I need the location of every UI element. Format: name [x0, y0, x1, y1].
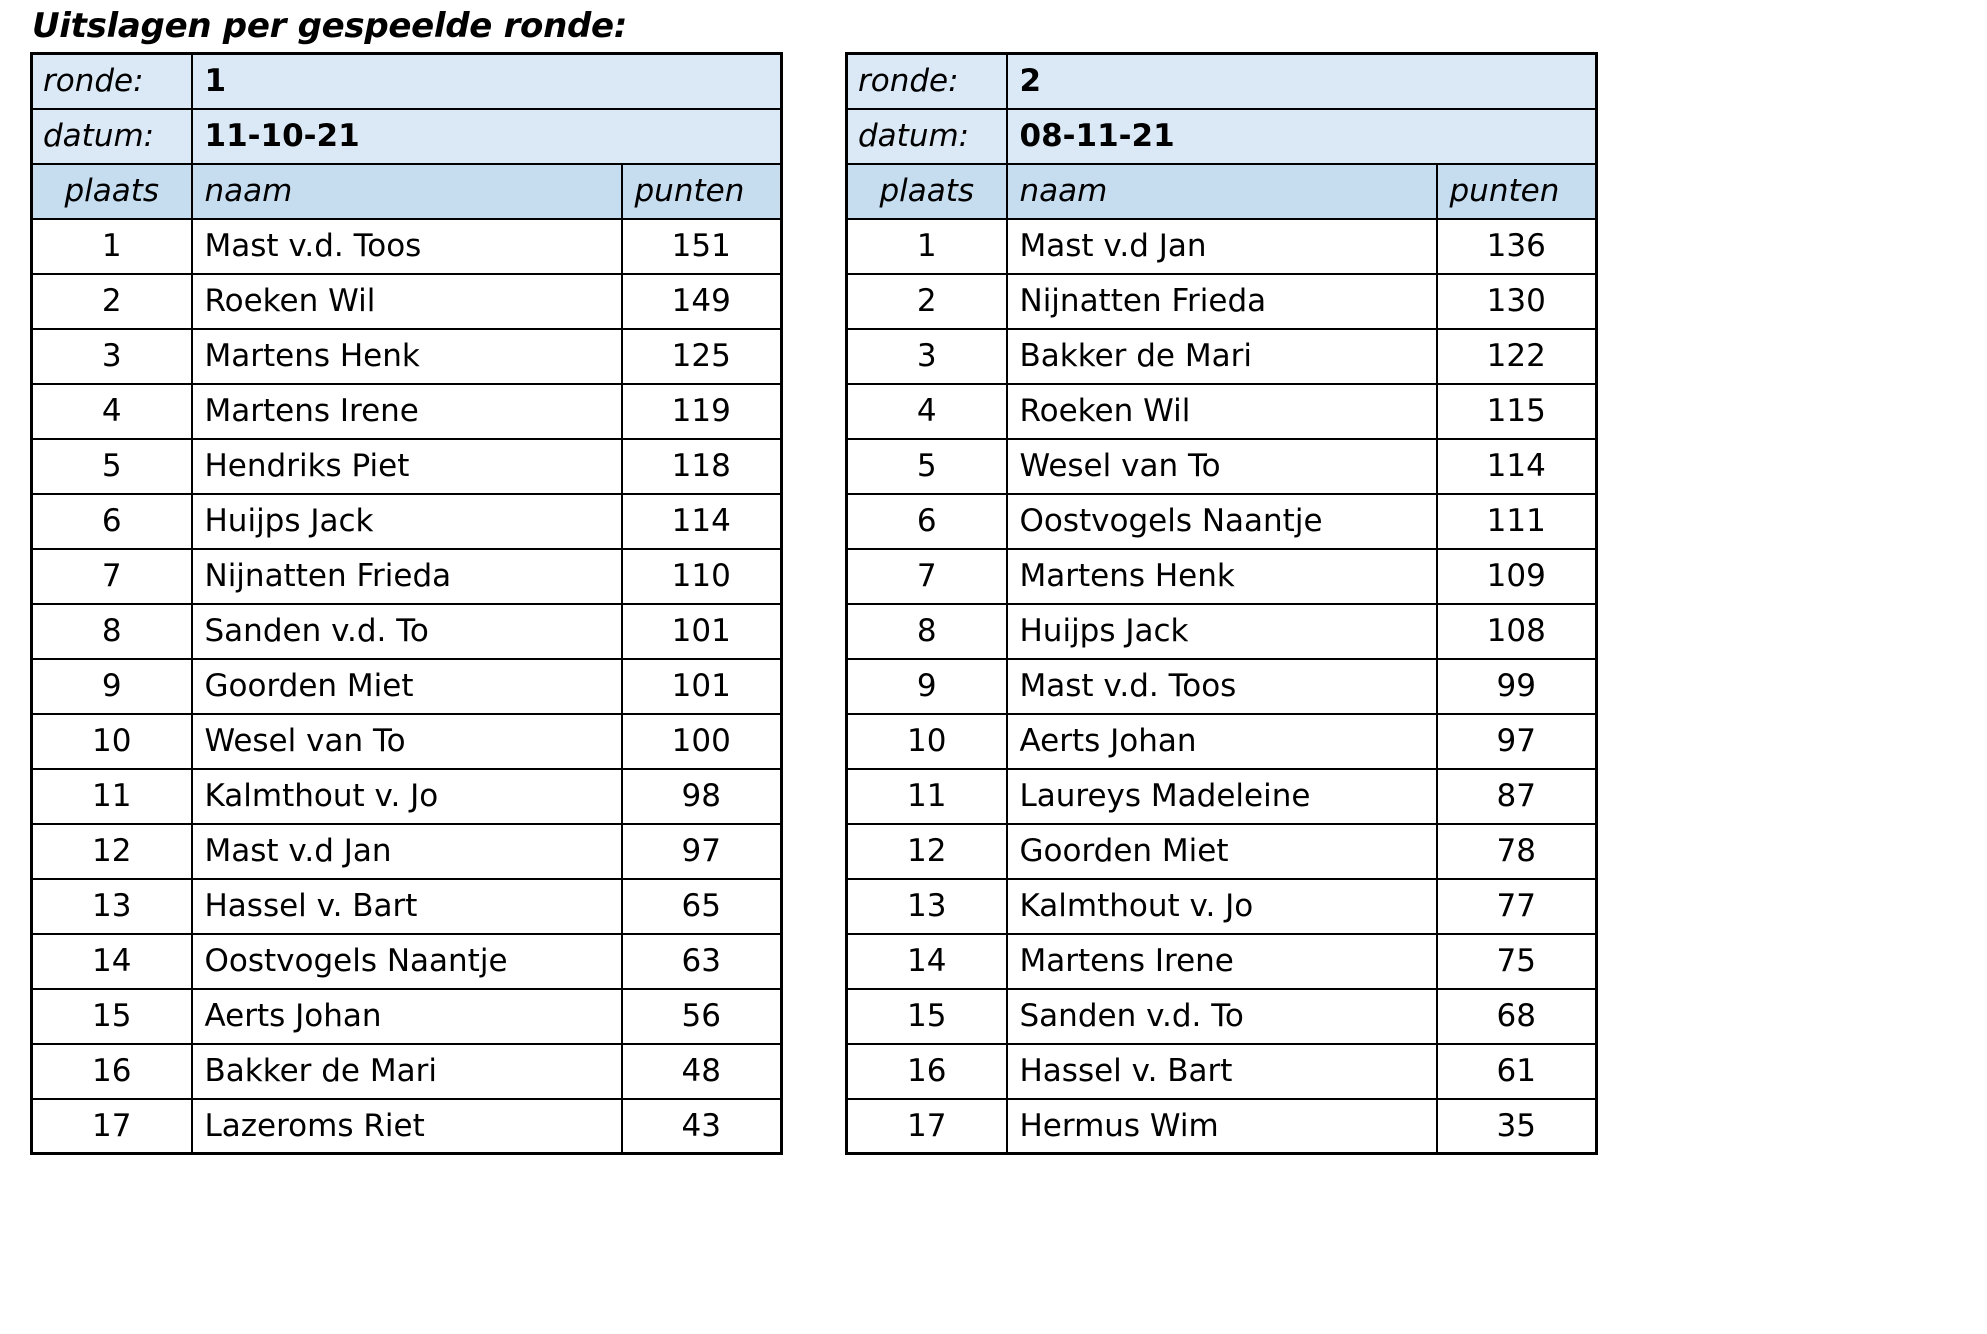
- page-title: Uitslagen per gespeelde ronde:: [32, 6, 628, 46]
- cell-punten: 115: [1437, 384, 1597, 439]
- cell-punten: 101: [622, 659, 782, 714]
- datum-label: datum:: [847, 109, 1007, 164]
- cell-naam: Sanden v.d. To: [1007, 989, 1437, 1044]
- cell-plaats: 1: [32, 219, 192, 274]
- cell-punten: 87: [1437, 769, 1597, 824]
- cell-plaats: 17: [32, 1099, 192, 1154]
- table-row: [847, 879, 1597, 934]
- table-row: [847, 989, 1597, 1044]
- cell-naam: Kalmthout v. Jo: [1007, 879, 1437, 934]
- cell-plaats: 5: [32, 439, 192, 494]
- cell-plaats: 8: [32, 604, 192, 659]
- column-header-row: [32, 164, 782, 219]
- round-table-1: [30, 52, 783, 1155]
- table-row: [32, 604, 782, 659]
- cell-plaats: 14: [847, 934, 1007, 989]
- table-row: [32, 329, 782, 384]
- cell-naam: Nijnatten Frieda: [192, 549, 622, 604]
- cell-naam: Mast v.d Jan: [1007, 219, 1437, 274]
- column-header-row: [847, 164, 1597, 219]
- cell-naam: Huijps Jack: [192, 494, 622, 549]
- cell-naam: Sanden v.d. To: [192, 604, 622, 659]
- table-row: [847, 329, 1597, 384]
- table-row: [847, 549, 1597, 604]
- cell-naam: Bakker de Mari: [1007, 329, 1437, 384]
- cell-punten: 77: [1437, 879, 1597, 934]
- round-date-row: [32, 109, 782, 164]
- cell-punten: 97: [622, 824, 782, 879]
- cell-plaats: 11: [32, 769, 192, 824]
- cell-plaats: 1: [847, 219, 1007, 274]
- table-row: [847, 494, 1597, 549]
- table-row: [847, 824, 1597, 879]
- table-row: [32, 494, 782, 549]
- cell-naam: Mast v.d. Toos: [192, 219, 622, 274]
- cell-punten: 35: [1437, 1099, 1597, 1154]
- cell-punten: 109: [1437, 549, 1597, 604]
- cell-punten: 111: [1437, 494, 1597, 549]
- table-row: [847, 604, 1597, 659]
- cell-punten: 151: [622, 219, 782, 274]
- cell-punten: 108: [1437, 604, 1597, 659]
- table-row: [847, 659, 1597, 714]
- cell-plaats: 6: [32, 494, 192, 549]
- cell-punten: 78: [1437, 824, 1597, 879]
- cell-plaats: 16: [847, 1044, 1007, 1099]
- table-row: [32, 824, 782, 879]
- round-meta-row: [847, 54, 1597, 109]
- cell-plaats: 4: [847, 384, 1007, 439]
- cell-plaats: 9: [847, 659, 1007, 714]
- cell-plaats: 7: [32, 549, 192, 604]
- table-row: [32, 714, 782, 769]
- cell-naam: Martens Henk: [1007, 549, 1437, 604]
- cell-plaats: 13: [847, 879, 1007, 934]
- cell-naam: Goorden Miet: [1007, 824, 1437, 879]
- table-row: [32, 769, 782, 824]
- cell-naam: Aerts Johan: [1007, 714, 1437, 769]
- cell-punten: 136: [1437, 219, 1597, 274]
- cell-naam: Hassel v. Bart: [192, 879, 622, 934]
- table-row: [32, 879, 782, 934]
- cell-punten: 97: [1437, 714, 1597, 769]
- cell-naam: Bakker de Mari: [192, 1044, 622, 1099]
- round-meta-row: [32, 54, 782, 109]
- cell-punten: 101: [622, 604, 782, 659]
- table-row: [32, 659, 782, 714]
- cell-naam: Hassel v. Bart: [1007, 1044, 1437, 1099]
- cell-naam: Kalmthout v. Jo: [192, 769, 622, 824]
- header-plaats: plaats: [32, 164, 192, 219]
- ronde-value: 1: [192, 54, 782, 109]
- cell-naam: Oostvogels Naantje: [192, 934, 622, 989]
- table-row: [32, 439, 782, 494]
- table-row: [32, 384, 782, 439]
- table-row: [32, 934, 782, 989]
- cell-naam: Oostvogels Naantje: [1007, 494, 1437, 549]
- cell-punten: 99: [1437, 659, 1597, 714]
- table-row: [847, 274, 1597, 329]
- cell-naam: Nijnatten Frieda: [1007, 274, 1437, 329]
- cell-punten: 65: [622, 879, 782, 934]
- cell-punten: 110: [622, 549, 782, 604]
- cell-punten: 75: [1437, 934, 1597, 989]
- table-row: [32, 1044, 782, 1099]
- cell-plaats: 15: [32, 989, 192, 1044]
- table-row: [847, 769, 1597, 824]
- cell-naam: Mast v.d Jan: [192, 824, 622, 879]
- cell-naam: Roeken Wil: [1007, 384, 1437, 439]
- header-naam: naam: [192, 164, 622, 219]
- cell-naam: Goorden Miet: [192, 659, 622, 714]
- round-date-row: [847, 109, 1597, 164]
- cell-punten: 43: [622, 1099, 782, 1154]
- round-table-2: [845, 52, 1598, 1155]
- header-naam: naam: [1007, 164, 1437, 219]
- ronde-value: 2: [1007, 54, 1597, 109]
- cell-naam: Hendriks Piet: [192, 439, 622, 494]
- cell-naam: Wesel van To: [1007, 439, 1437, 494]
- cell-naam: Mast v.d. Toos: [1007, 659, 1437, 714]
- cell-plaats: 16: [32, 1044, 192, 1099]
- table-row: [847, 439, 1597, 494]
- cell-punten: 125: [622, 329, 782, 384]
- datum-value: 11-10-21: [192, 109, 782, 164]
- cell-naam: Hermus Wim: [1007, 1099, 1437, 1154]
- cell-plaats: 10: [847, 714, 1007, 769]
- ronde-label: ronde:: [32, 54, 192, 109]
- cell-naam: Martens Henk: [192, 329, 622, 384]
- table-row: [847, 1099, 1597, 1154]
- cell-naam: Aerts Johan: [192, 989, 622, 1044]
- cell-plaats: 5: [847, 439, 1007, 494]
- datum-value: 08-11-21: [1007, 109, 1597, 164]
- header-plaats: plaats: [847, 164, 1007, 219]
- cell-plaats: 13: [32, 879, 192, 934]
- cell-punten: 130: [1437, 274, 1597, 329]
- cell-punten: 48: [622, 1044, 782, 1099]
- cell-punten: 122: [1437, 329, 1597, 384]
- ronde-label: ronde:: [847, 54, 1007, 109]
- datum-label: datum:: [32, 109, 192, 164]
- table-row: [847, 714, 1597, 769]
- table-row: [847, 934, 1597, 989]
- cell-punten: 61: [1437, 1044, 1597, 1099]
- cell-naam: Martens Irene: [192, 384, 622, 439]
- cell-plaats: 2: [32, 274, 192, 329]
- table-row: [32, 1099, 782, 1154]
- cell-plaats: 2: [847, 274, 1007, 329]
- table-row: [32, 219, 782, 274]
- cell-punten: 63: [622, 934, 782, 989]
- rounds-container: [30, 52, 1987, 1155]
- cell-punten: 98: [622, 769, 782, 824]
- cell-punten: 100: [622, 714, 782, 769]
- cell-punten: 114: [1437, 439, 1597, 494]
- cell-naam: Roeken Wil: [192, 274, 622, 329]
- table-row: [847, 384, 1597, 439]
- cell-naam: Lazeroms Riet: [192, 1099, 622, 1154]
- cell-naam: Wesel van To: [192, 714, 622, 769]
- cell-plaats: 3: [32, 329, 192, 384]
- cell-plaats: 6: [847, 494, 1007, 549]
- header-punten: punten: [1437, 164, 1597, 219]
- cell-plaats: 17: [847, 1099, 1007, 1154]
- cell-punten: 114: [622, 494, 782, 549]
- header-punten: punten: [622, 164, 782, 219]
- cell-naam: Martens Irene: [1007, 934, 1437, 989]
- cell-naam: Laureys Madeleine: [1007, 769, 1437, 824]
- table-row: [847, 219, 1597, 274]
- cell-plaats: 4: [32, 384, 192, 439]
- cell-plaats: 9: [32, 659, 192, 714]
- cell-plaats: 10: [32, 714, 192, 769]
- table-row: [32, 274, 782, 329]
- cell-plaats: 3: [847, 329, 1007, 384]
- cell-plaats: 15: [847, 989, 1007, 1044]
- cell-plaats: 7: [847, 549, 1007, 604]
- cell-plaats: 8: [847, 604, 1007, 659]
- cell-plaats: 12: [847, 824, 1007, 879]
- cell-punten: 56: [622, 989, 782, 1044]
- cell-plaats: 11: [847, 769, 1007, 824]
- cell-punten: 68: [1437, 989, 1597, 1044]
- cell-punten: 119: [622, 384, 782, 439]
- table-row: [847, 1044, 1597, 1099]
- cell-punten: 118: [622, 439, 782, 494]
- cell-punten: 149: [622, 274, 782, 329]
- cell-plaats: 12: [32, 824, 192, 879]
- cell-plaats: 14: [32, 934, 192, 989]
- table-row: [32, 549, 782, 604]
- table-row: [32, 989, 782, 1044]
- cell-naam: Huijps Jack: [1007, 604, 1437, 659]
